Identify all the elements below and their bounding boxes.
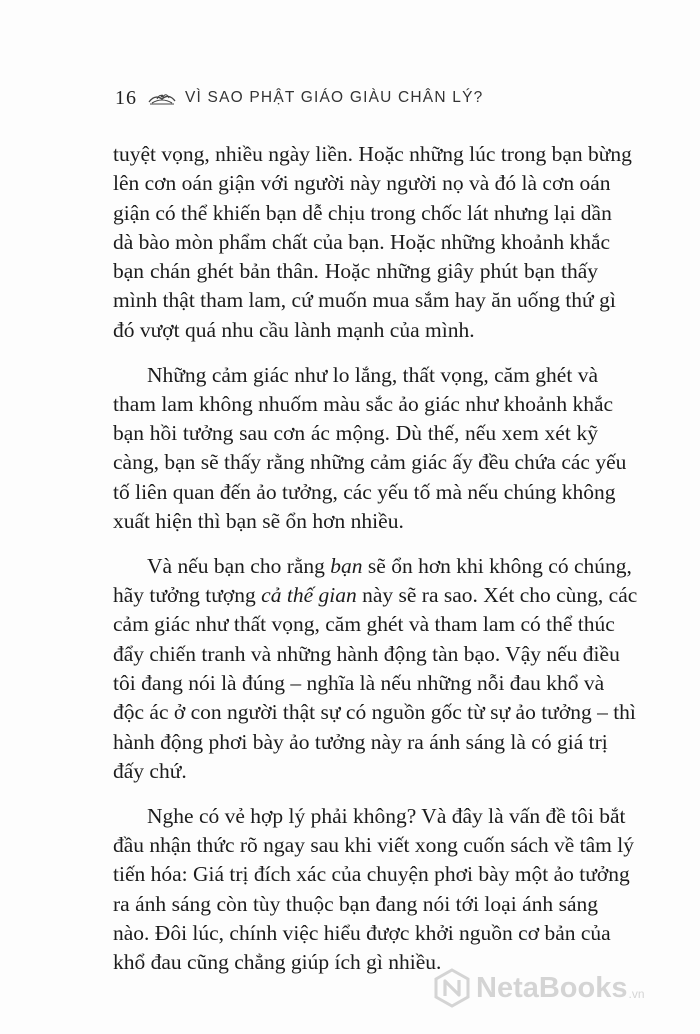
text-line: đó vượt quá nhu cầu lành mạnh của mình. xyxy=(113,317,475,342)
text-line: hành động phơi bày ảo tưởng này ra ánh sáng là có giá trị xyxy=(113,729,608,754)
text-line: Nghe có vẻ hợp lý phải không? Và đây là vấn đề tôi bắt xyxy=(147,803,626,828)
text-line: lên cơn oán giận với người này người nọ và đó là cơn oán xyxy=(113,171,611,196)
lotus-ornament-icon xyxy=(147,90,177,106)
text-line: tiến hóa: Giá trị đích xác của chuyện phơi bày một ảo tưởng xyxy=(113,862,630,887)
text-line: khổ đau cũng chẳng giúp ích gì nhiều. xyxy=(113,950,442,975)
text-line: Và nếu bạn cho rằng bạn sẽ ổn hơn khi không có chúng, xyxy=(147,553,632,578)
text-line: hãy tưởng tượng cả thế gian này sẽ ra sao. Xét cho cùng, các xyxy=(113,583,638,608)
text-line: độc ác ở con người thật sự có nguồn gốc từ sự ảo tưởng – thì xyxy=(113,700,636,725)
italic-emphasis: bạn xyxy=(330,553,363,578)
text-line: đẩy chiến tranh và những hành động tàn bạo. Vậy nếu điều xyxy=(113,641,620,666)
text-line: tôi đang nói là đúng – nghĩa là nếu những nỗi đau khổ và xyxy=(113,671,605,696)
text-line: ra ánh sáng còn tùy thuộc bạn đang nói tới loại ánh sáng xyxy=(113,891,598,916)
running-header xyxy=(115,84,483,112)
watermark-brand: NetaBooks xyxy=(476,971,628,1004)
page-number: 16 xyxy=(115,86,137,109)
text-line: tố liên quan đến ảo tưởng, các yếu tố mà nếu chúng không xyxy=(113,479,616,504)
text-line: dà bào mòn phẩm chất của bạn. Hoặc những khoảnh khắc xyxy=(113,229,611,254)
body-text xyxy=(113,140,638,978)
watermark-suffix: .vn xyxy=(628,987,645,1001)
netabooks-logo-icon xyxy=(432,968,472,1008)
text-line: giận có thể khiến bạn dễ chịu trong chốc lát nhưng lại dần xyxy=(113,200,612,225)
text-line: đấy chứ. xyxy=(113,758,187,783)
text-line: đầu nhận thức rõ ngay sau khi viết xong cuốn sách về tâm lý xyxy=(113,833,634,858)
text-line: Những cảm giác như lo lắng, thất vọng, căm ghét và xyxy=(147,362,598,387)
text-line: bạn hồi tưởng sau cơn ác mộng. Dù thế, nếu xem xét kỹ xyxy=(113,421,598,446)
text-line: tham lam không nhuốm màu sắc ảo giác như khoảnh khắc xyxy=(113,391,614,416)
text-line: càng, bạn sẽ thấy rằng những cảm giác ấy đều chứa các yếu xyxy=(113,450,627,475)
italic-emphasis: cả thế gian xyxy=(261,583,357,608)
netabooks-watermark xyxy=(432,968,645,1008)
text-line: mình thật tham lam, cứ muốn mua sắm hay ăn uống thứ gì xyxy=(113,288,616,313)
text-line: bạn chán ghét bản thân. Hoặc những giây phút bạn thấy xyxy=(113,259,598,284)
text-line: xuất hiện thì bạn sẽ ổn hơn nhiều. xyxy=(113,509,404,534)
book-title: VÌ SAO PHẬT GIÁO GIÀU CHÂN LÝ? xyxy=(185,89,484,106)
text-line: cảm giác như thất vọng, căm ghét và tham lam có thể thúc xyxy=(113,612,615,637)
text-line: tuyệt vọng, nhiều ngày liền. Hoặc những lúc trong bạn bừng xyxy=(113,142,632,166)
text-line: nào. Đôi lúc, chính việc hiểu được khởi nguồn cơ bản của xyxy=(113,920,611,945)
